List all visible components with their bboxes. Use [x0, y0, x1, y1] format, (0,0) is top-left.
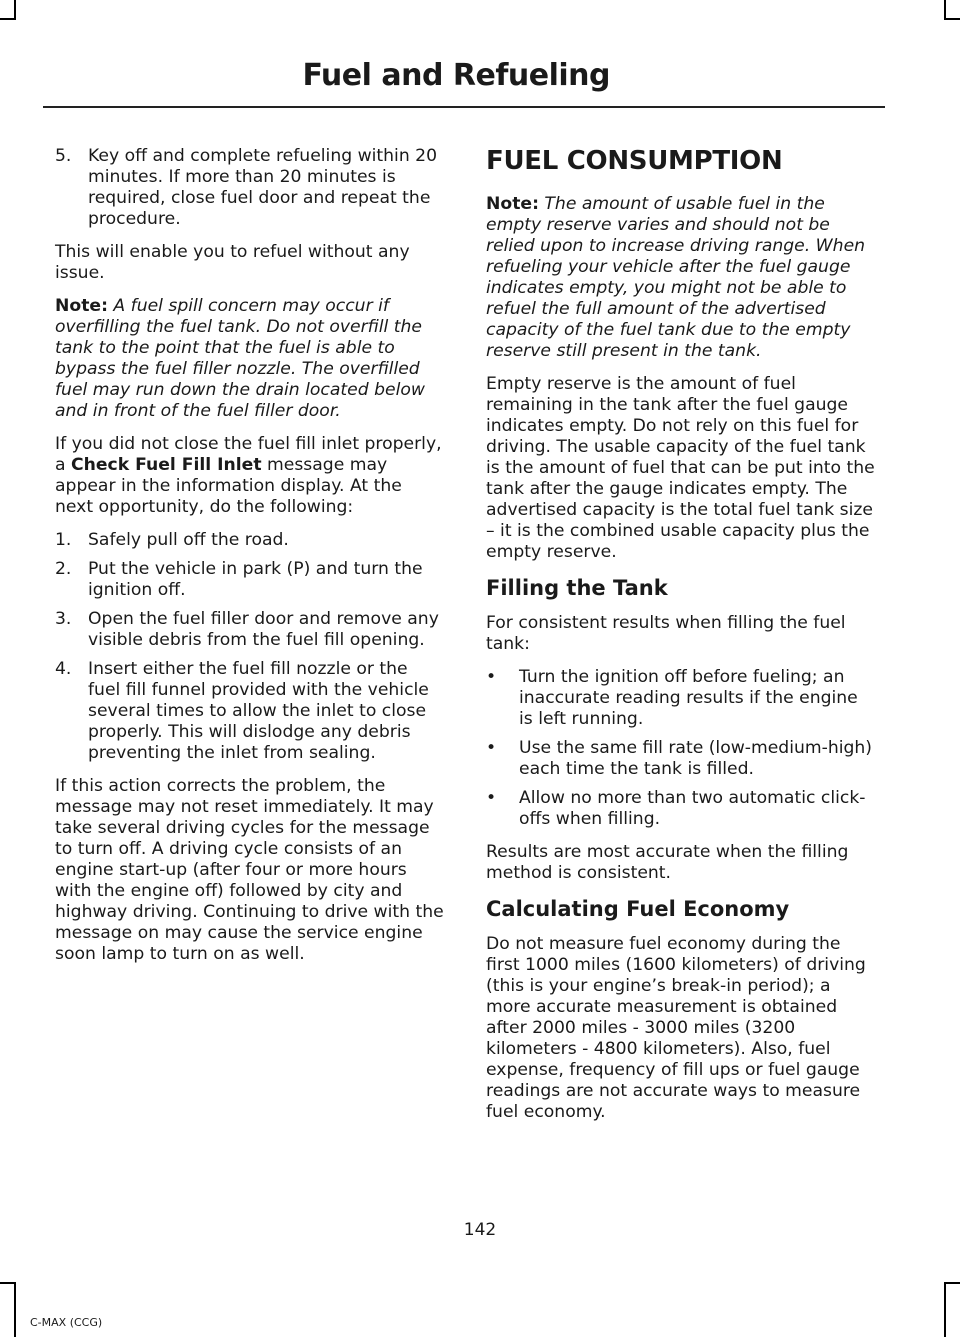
step-text: Safely pull off the road. [88, 530, 289, 550]
bullet-text: Use the same fill rate (low-medium-high) each time the tank is filled. [519, 738, 872, 779]
list-item [486, 788, 876, 830]
note-text: The amount of usable fuel in the empty reserve varies and should not be relied upon to increase driving range. When refueling your vehicle after the fuel gauge indicates empty, you might not be able to refuel the full amount of the advertised capacity of the fuel tank due to the empty reserve still present in the tank. [486, 194, 866, 361]
footer-model: C-MAX (CCG) [30, 1316, 103, 1329]
note [486, 194, 876, 362]
list-item [486, 738, 876, 780]
step-number: 2. [55, 559, 72, 579]
step-number: 3. [55, 609, 72, 629]
paragraph: Do not measure fuel economy during the first 1000 miles (1600 kilometers) of driving (this is your engine’s break-in period); a more accurate measurement is obtained after 2000 miles - 3000 miles (3200 kilometers - 4800 kilometers). Also, fuel expense, frequency of fill ups or fuel gauge readings are not accurate ways to measure fuel economy. [486, 934, 866, 1122]
crop-mark [944, 1282, 946, 1337]
bullet-list [486, 667, 876, 830]
left-column [55, 146, 445, 977]
header-divider [43, 106, 885, 108]
procedure-list [55, 530, 445, 764]
step-text: Put the vehicle in park (P) and turn the ignition off. [88, 559, 423, 600]
note [55, 296, 445, 422]
crop-mark [944, 1282, 960, 1284]
step-text: Key off and complete refueling within 20 minutes. If more than 20 minutes is required, close fuel door and repeat the procedure. [88, 146, 438, 229]
bullet-text: Turn the ignition off before fueling; an inaccurate reading results if the engine is left running. [519, 667, 858, 729]
refuel-step-list [55, 146, 445, 230]
list-item [55, 146, 445, 230]
crop-mark [0, 1282, 16, 1284]
crop-mark [14, 1282, 16, 1337]
crop-mark [944, 0, 946, 20]
bullet: • [486, 738, 497, 758]
step-number: 5. [55, 146, 72, 166]
bullet: • [486, 667, 497, 687]
list-item [55, 559, 445, 601]
bullet-text: Allow no more than two automatic click-offs when filling. [519, 788, 866, 829]
note-label: Note: [486, 194, 539, 214]
step-text: Insert either the fuel fill nozzle or the fuel fill funnel provided with the vehicle several times to allow the inlet to close properly. This will dislodge any debris preventing the inlet from sealing. [88, 659, 429, 763]
crop-mark [0, 18, 16, 20]
list-item [55, 659, 445, 764]
step-text: Open the fuel filler door and remove any visible debris from the fuel fill opening. [88, 609, 439, 650]
list-item [55, 530, 445, 551]
right-column [486, 146, 876, 1135]
note-label: Note: [55, 296, 108, 316]
paragraph: This will enable you to refuel without any issue. [55, 242, 410, 283]
list-item [486, 667, 876, 730]
paragraph: Results are most accurate when the filling method is consistent. [486, 842, 849, 883]
page-number: 142 [463, 1220, 497, 1240]
note-text: A fuel spill concern may occur if overfilling the fuel tank. Do not overfill the tank to the point that the fuel is able to bypass the fuel filler nozzle. The overfilled fuel may run down the drain located below and in front of the fuel filler door. [55, 296, 425, 421]
paragraph [55, 434, 445, 518]
step-number: 1. [55, 530, 72, 550]
step-number: 4. [55, 659, 72, 679]
crop-mark [14, 0, 16, 20]
subheading: Calculating Fuel Economy [486, 897, 790, 921]
crop-mark [944, 18, 960, 20]
paragraph: For consistent results when filling the fuel tank: [486, 613, 846, 654]
page-title: Fuel and Refueling [302, 58, 610, 93]
subheading: Filling the Tank [486, 576, 668, 600]
list-item [55, 609, 445, 651]
section-heading: FUEL CONSUMPTION [486, 146, 783, 176]
text-run: message may appear in the information display. At the next opportunity, do the following: [55, 455, 402, 517]
text-run: If you did not close the fuel fill inlet properly, a [55, 434, 442, 475]
paragraph: If this action corrects the problem, the message may not reset immediately. It may take several driving cycles for the message to turn off. A driving cycle consists of an engine start-up (after four or more hours with the engine off) followed by city and highway driving. Continuing to drive with the message on may cause the service engine soon lamp to turn on as well. [55, 776, 444, 964]
paragraph: Empty reserve is the amount of fuel remaining in the tank after the fuel gauge indicates empty. Do not rely on this fuel for driving. The usable capacity of the fuel tank is the amount of fuel that can be put into the tank after the gauge indicates empty. The advertised capacity is the total fuel tank size – it is the combined usable capacity plus the empty reserve. [486, 374, 875, 562]
bullet: • [486, 788, 497, 808]
display-message: Check Fuel Fill Inlet [71, 455, 262, 475]
